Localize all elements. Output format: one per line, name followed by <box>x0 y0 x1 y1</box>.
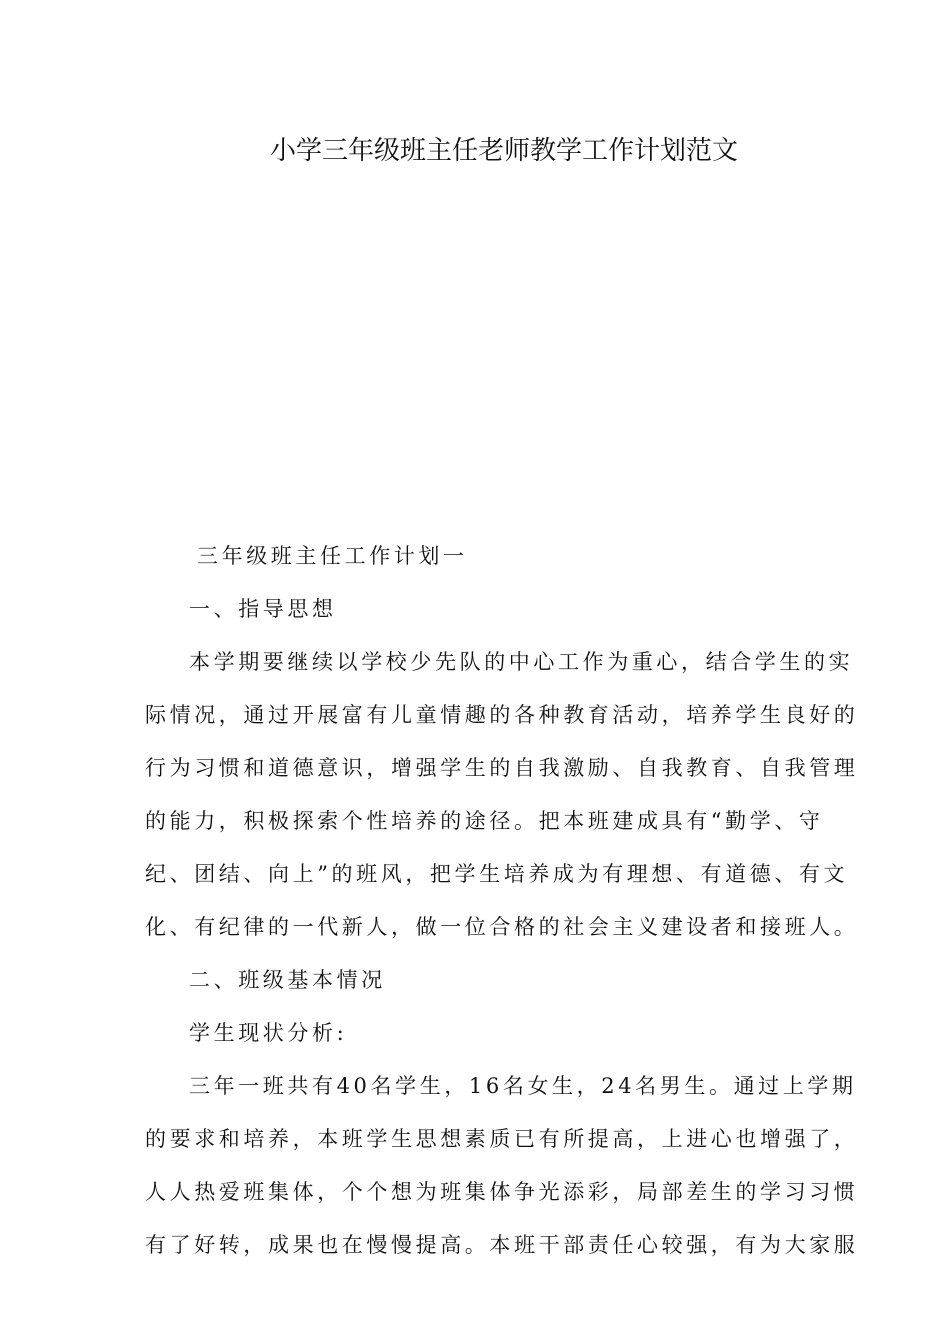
paragraph-line: 本学期要继续以学校少先队的中心工作为重心，结合学生的实 <box>189 650 854 674</box>
paragraph-line: 人人热爱班集体，个个想为班集体争光添彩，局部差生的学习习惯 <box>145 1180 859 1204</box>
section-heading-guiding-ideology: 一、指导思想 <box>189 597 337 621</box>
paragraph-line: 的要求和培养，本班学生思想素质已有所提高，上进心也增强了， <box>145 1127 859 1151</box>
paragraph-line: 的能力，积极探索个性培养的途径。把本班建成具有“勤学、守 <box>145 809 824 833</box>
section-heading-class-situation: 二、班级基本情况 <box>189 968 386 992</box>
paragraph-line: 纪、团结、向上”的班风，把学生培养成为有理想、有道德、有文 <box>145 862 849 886</box>
document-title: 小学三年级班主任老师教学工作计划范文 <box>270 136 739 166</box>
paragraph-line: 三年一班共有40名学生，16名女生，24名男生。通过上学期 <box>189 1074 857 1098</box>
plan-heading: 三年级班主任工作计划一 <box>197 544 468 568</box>
paragraph-line: 行为习惯和道德意识，增强学生的自我激励、自我教育、自我管理 <box>145 756 859 780</box>
paragraph-line: 际情况，通过开展富有儿童情趣的各种教育活动，培养学生良好的 <box>145 703 859 727</box>
document-body <box>145 530 859 1272</box>
paragraph-line: 化、有纪律的一代新人，做一位合格的社会主义建设者和接班人。 <box>145 915 859 939</box>
subsection-heading-student-analysis: 学生现状分析: <box>189 1021 348 1045</box>
paragraph-line: 有了好转，成果也在慢慢提高。本班干部责任心较强，有为大家服 <box>145 1233 859 1257</box>
